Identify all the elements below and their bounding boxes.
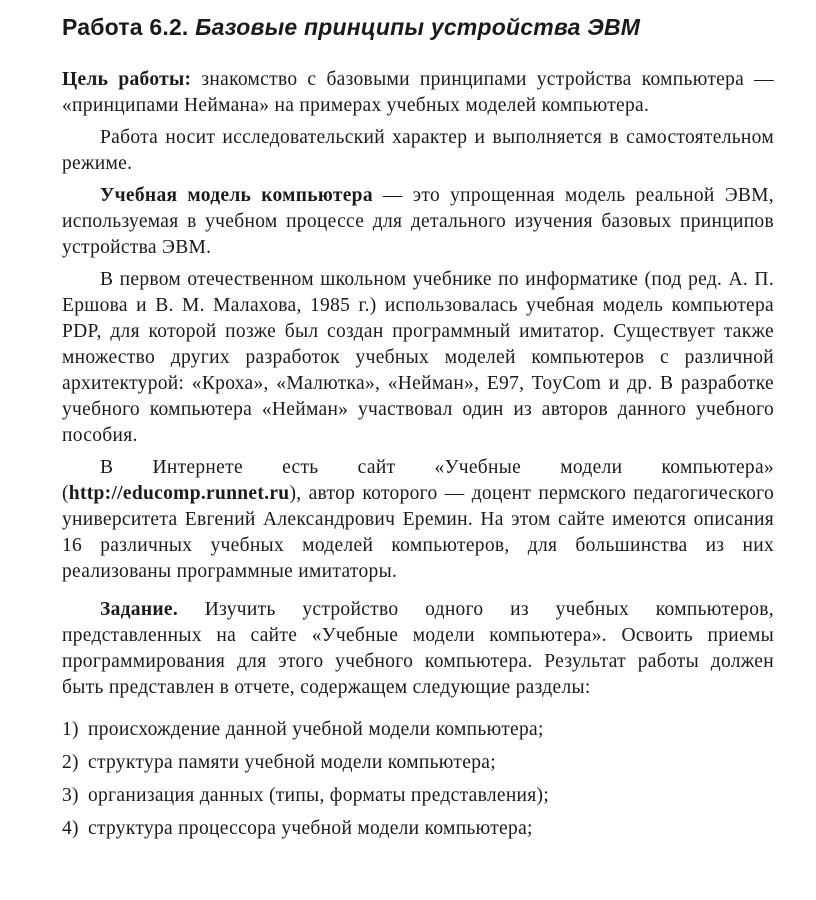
task-text: Изучить устройство одного из учебных компьютеров, представленных на сайте «Учебные модели компьютера». Освоить приемы программирования для этого учебного компьютера. Результат работы должен быть представлен в отчете, содержащем следующие разделы: [62,599,774,698]
list-item [62,717,774,743]
website-text-after: ), автор которого — доцент пермского педагогического университета Евгений Александрович Еремин. На этом сайте имеются описания 16 различных учебных моделей компьютеров, для большинства из них реализованы программные имитаторы. [62,483,774,582]
work-title: Базовые принципы устройства ЭВМ [195,14,641,40]
history-paragraph: В первом отечественном школьном учебнике по информатике (под ред. А. П. Ершова и В. М. Малахова, 1985 г.) использовалась учебная модель компьютера PDP, для которой позже был создан программный имитатор. Существует также множество других разработок учебных моделей компьютеров с различной архитектурой: «Кроха», «Малютка», «Нейман», E97, ToyCom и др. В разработке учебного компьютера «Нейман» участвовал один из авторов данного учебного пособия. [62,269,774,446]
website-paragraph [62,455,774,585]
list-item [62,816,774,842]
task-paragraph [62,597,774,701]
goal-text: знакомство с базовыми принципами устройства компьютера — «принципами Неймана» на примерах учебных моделей компьютера. [62,69,774,116]
definition-text: — это упрощенная модель реальной ЭВМ, используемая в учебном процессе для детального изучения базовых принципов устройства ЭВМ. [62,185,774,258]
definition-paragraph [62,183,774,261]
definition-term: Учебная модель компьютера [100,185,373,206]
page-title [62,14,774,41]
report-sections-list [62,717,774,842]
work-number: Работа 6.2. [62,14,189,40]
list-item [62,750,774,776]
document-page [62,14,774,849]
website-link[interactable]: http://educomp.runnet.ru [68,483,290,504]
list-item-text: структура памяти учебной модели компьютера; [88,752,496,773]
list-item-text: происхождение данной учебной модели компьютера; [88,719,544,740]
task-label: Задание. [100,599,179,620]
list-item-text: организация данных (типы, форматы представления); [88,785,550,806]
list-item [62,783,774,809]
list-item-number: 2) [62,752,79,773]
nature-paragraph: Работа носит исследовательский характер и выполняется в самостоятельном режиме. [62,127,774,174]
website-text-before: В Интернете есть сайт «Учебные модели компьютера» ( [62,457,774,504]
list-item-number: 4) [62,818,79,839]
goal-label: Цель работы: [62,69,192,90]
goal-paragraph [62,67,774,119]
list-item-text: структура процессора учебной модели компьютера; [88,818,533,839]
list-item-number: 3) [62,785,79,806]
list-item-number: 1) [62,719,79,740]
